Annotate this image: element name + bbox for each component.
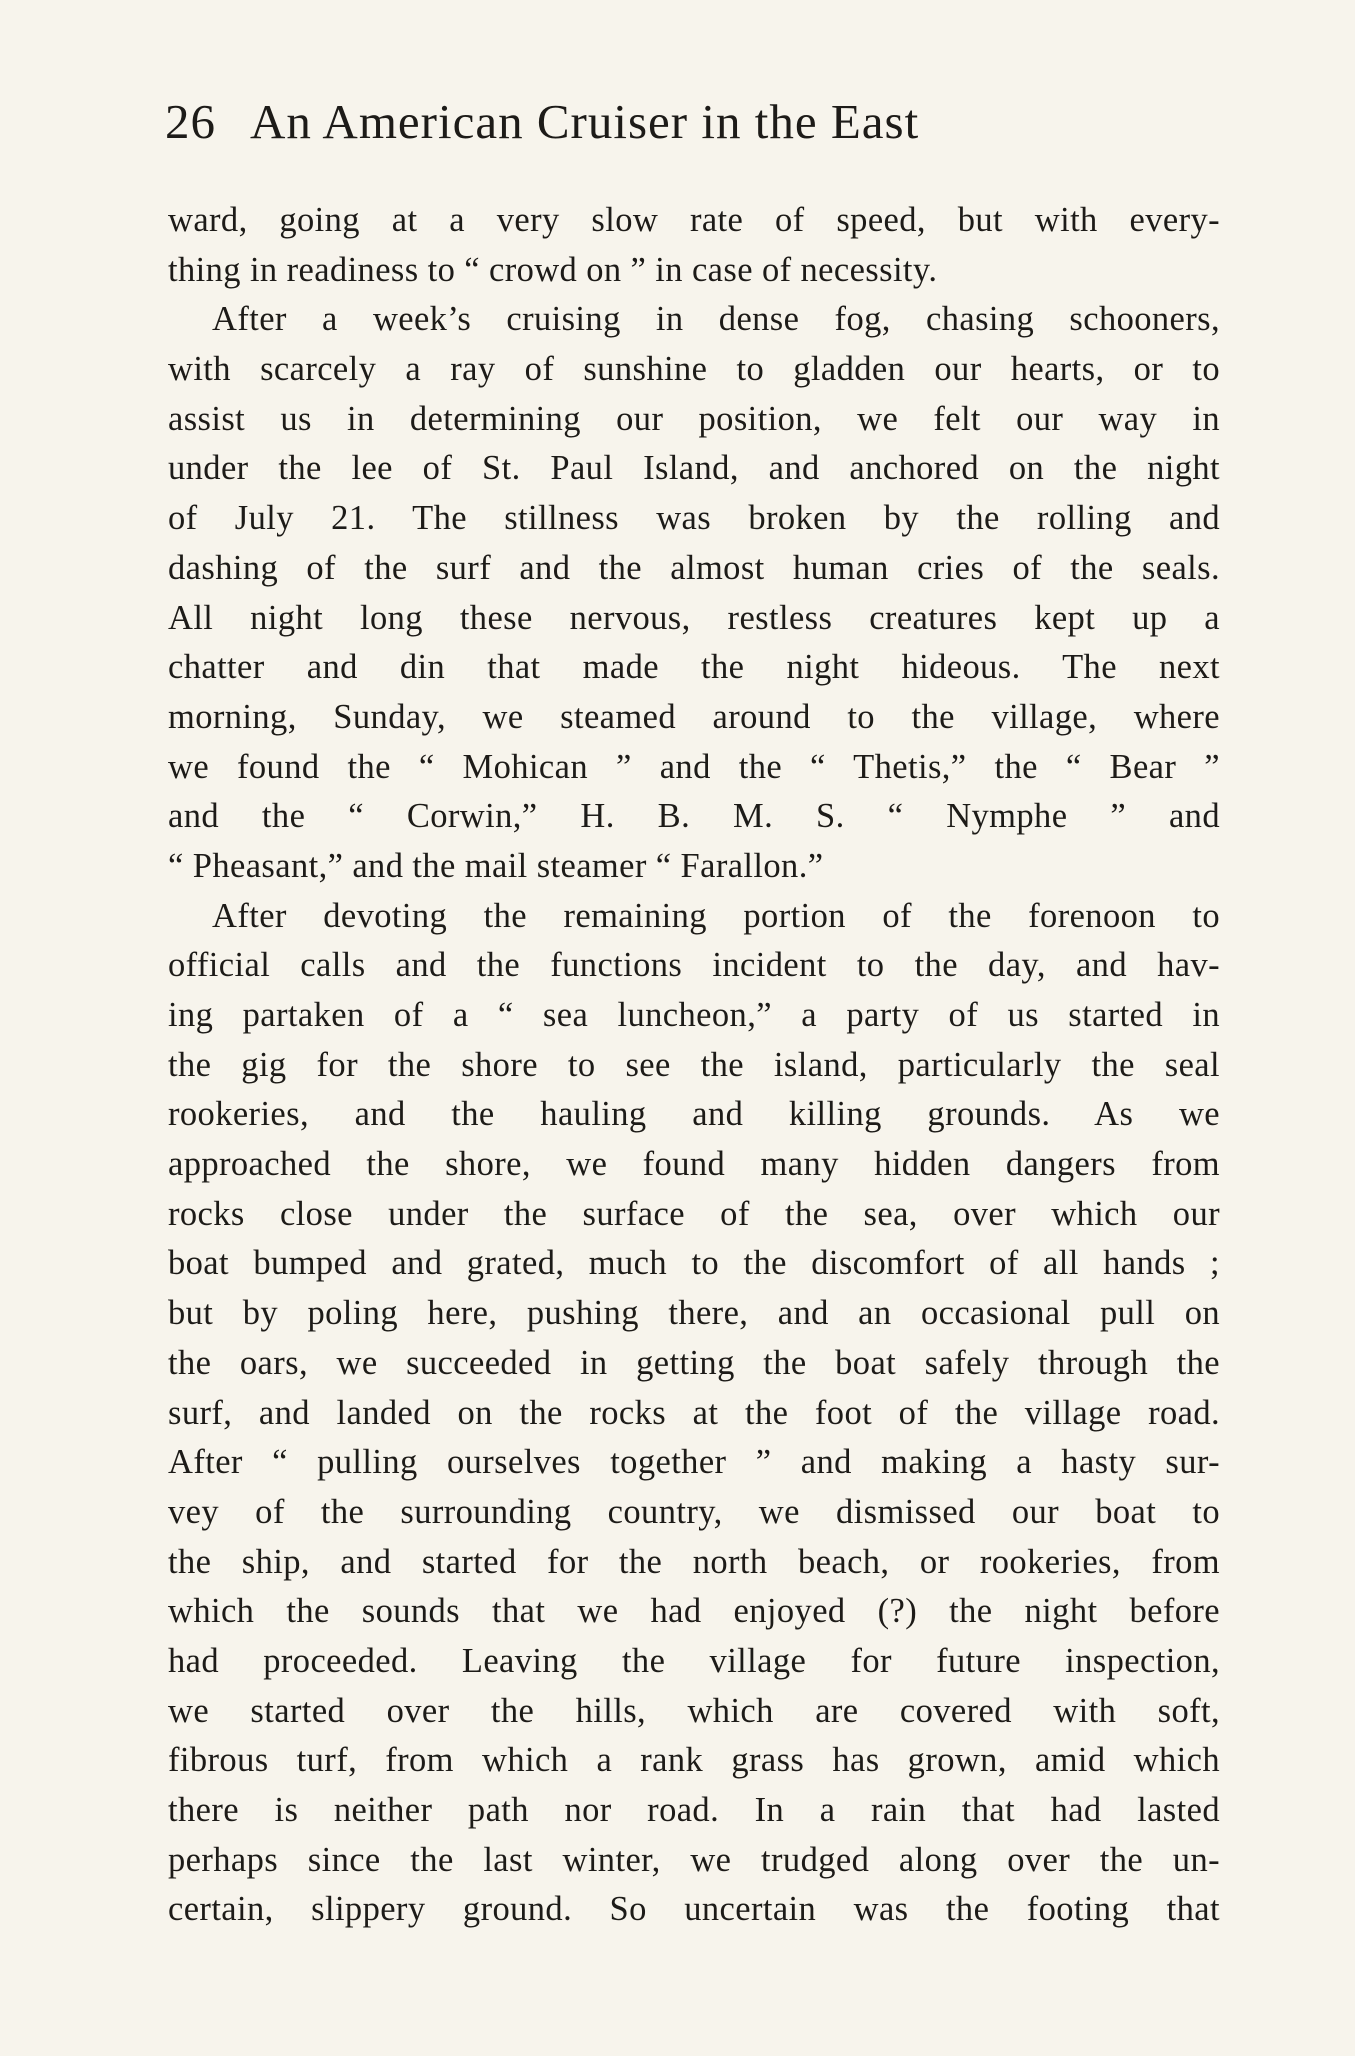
text-line: which the sounds that we had enjoyed (?) the night before	[168, 1592, 1220, 1631]
text-line: there is neither path nor road. In a rain that had lasted	[168, 1791, 1220, 1829]
text-line: thing in readiness to “ crowd on ” in case of necessity.	[168, 250, 938, 289]
text-line: fibrous turf, from which a rank grass has grown, amid which	[168, 1741, 1220, 1780]
text-line: After “ pulling ourselves together ” and making a hasty sur-	[168, 1443, 1220, 1482]
body-text	[168, 196, 1220, 1935]
page-number: 26	[165, 94, 216, 149]
text-line: we started over the hills, which are covered with soft,	[168, 1691, 1220, 1730]
text-line: we found the “ Mohican ” and the “ Thetis,” the “ Bear ”	[168, 747, 1220, 786]
running-title: An American Cruiser in the East	[250, 94, 920, 149]
text-line: under the lee of St. Paul Island, and anchored on the night	[168, 449, 1220, 488]
text-line: dashing of the surf and the almost human cries of the seals.	[168, 548, 1220, 587]
text-line: rookeries, and the hauling and killing grounds. As we	[168, 1095, 1220, 1134]
text-line: and the “ Corwin,” H. B. M. S. “ Nymphe ” and	[168, 797, 1220, 836]
text-line: surf, and landed on the rocks at the foot of the village road.	[168, 1393, 1220, 1432]
text-line: morning, Sunday, we steamed around to the village, where	[168, 697, 1220, 736]
text-line: of July 21. The stillness was broken by the rolling and	[168, 499, 1220, 538]
text-line: perhaps since the last winter, we trudged along over the un-	[168, 1840, 1220, 1879]
running-head	[165, 92, 1225, 152]
text-line: certain, slippery ground. So uncertain was the footing that	[168, 1890, 1220, 1929]
text-line: the gig for the shore to see the island, particularly the seal	[168, 1045, 1220, 1084]
text-line: All night long these nervous, restless creatures kept up a	[168, 598, 1220, 637]
paragraph-first-line: After a week’s cruising in dense fog, chasing schooners,	[212, 300, 1220, 339]
text-line: the ship, and started for the north beach, or rookeries, from	[168, 1542, 1220, 1581]
paragraph-first-line: After devoting the remaining portion of the forenoon to	[212, 896, 1220, 935]
text-line: “ Pheasant,” and the mail steamer “ Farallon.”	[168, 846, 824, 885]
text-line: rocks close under the surface of the sea, over which our	[168, 1194, 1220, 1233]
text-line: ward, going at a very slow rate of speed, but with every-	[168, 201, 1220, 239]
text-line: had proceeded. Leaving the village for future inspection,	[168, 1641, 1220, 1680]
text-line: official calls and the functions incident to the day, and hav-	[168, 946, 1220, 985]
text-line: vey of the surrounding country, we dismissed our boat to	[168, 1492, 1220, 1531]
text-line: chatter and din that made the night hideous. The next	[168, 648, 1220, 687]
text-line: but by poling here, pushing there, and an occasional pull on	[168, 1294, 1220, 1333]
text-line: assist us in determining our position, we felt our way in	[168, 399, 1220, 438]
text-line: approached the shore, we found many hidden dangers from	[168, 1145, 1220, 1184]
text-line: with scarcely a ray of sunshine to gladden our hearts, or to	[168, 350, 1220, 389]
text-line: boat bumped and grated, much to the discomfort of all hands ;	[168, 1244, 1220, 1283]
text-line: the oars, we succeeded in getting the boat safely through the	[168, 1343, 1220, 1382]
text-line: ing partaken of a “ sea luncheon,” a party of us started in	[168, 996, 1220, 1034]
